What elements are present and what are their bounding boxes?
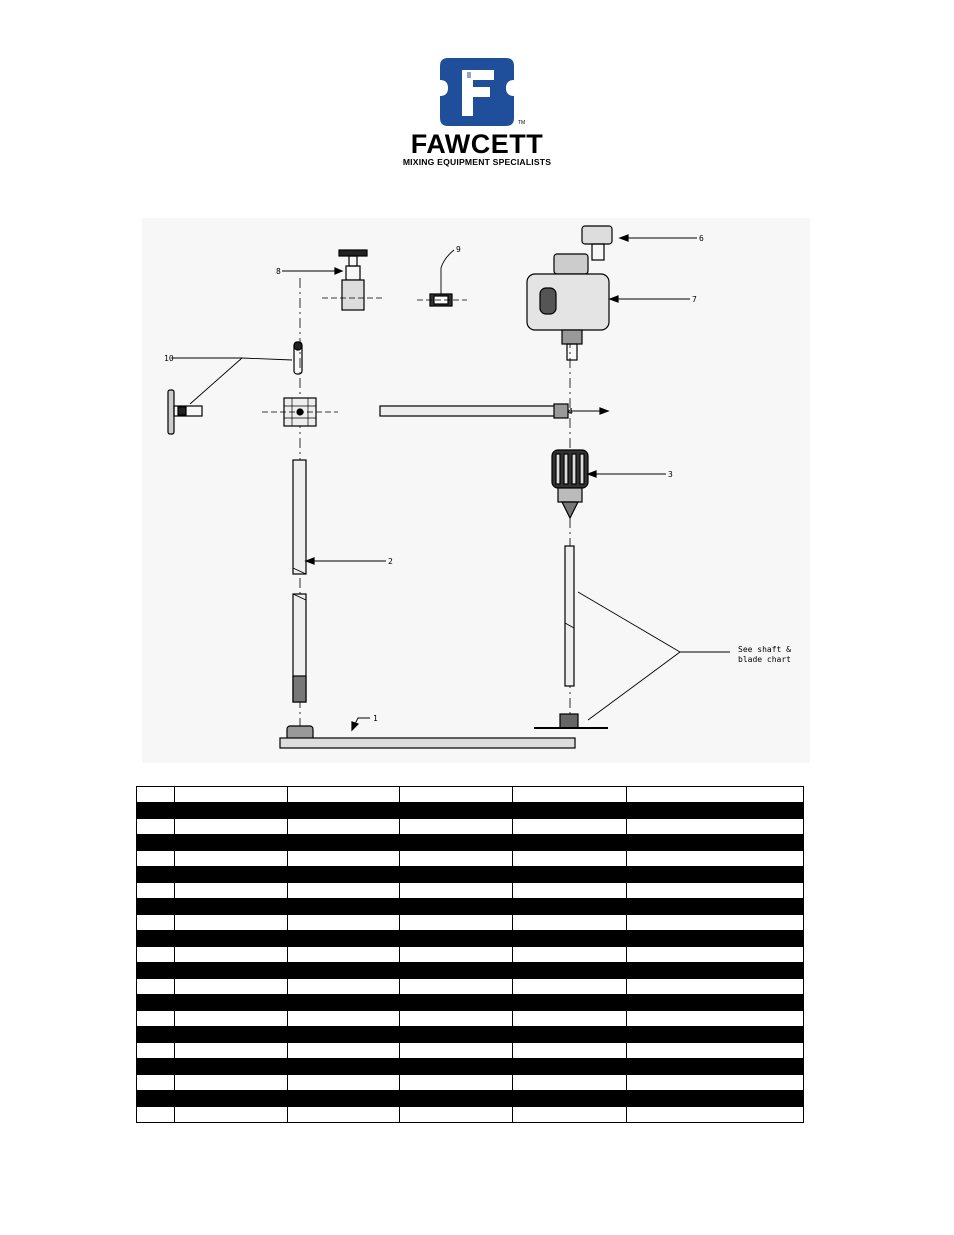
table-cell bbox=[175, 803, 288, 819]
table-row bbox=[137, 1011, 804, 1027]
table-row bbox=[137, 851, 804, 867]
table-cell bbox=[137, 1027, 175, 1043]
table-cell bbox=[175, 979, 288, 995]
table-cell bbox=[400, 819, 513, 835]
table-cell bbox=[627, 883, 804, 899]
table-cell bbox=[175, 947, 288, 963]
callout-8: 8 bbox=[276, 267, 281, 276]
table-row bbox=[137, 883, 804, 899]
table-cell bbox=[400, 915, 513, 931]
table-cell bbox=[175, 899, 288, 915]
table-cell bbox=[288, 915, 400, 931]
table-cell bbox=[627, 1043, 804, 1059]
table-cell bbox=[627, 819, 804, 835]
table-cell bbox=[137, 851, 175, 867]
table-cell bbox=[137, 979, 175, 995]
table-cell bbox=[288, 1043, 400, 1059]
table-cell bbox=[513, 787, 627, 803]
table-cell bbox=[175, 835, 288, 851]
table-cell bbox=[288, 1091, 400, 1107]
table-cell bbox=[288, 931, 400, 947]
table-cell bbox=[175, 1027, 288, 1043]
table-cell bbox=[288, 1107, 400, 1123]
table-cell bbox=[627, 867, 804, 883]
table-cell bbox=[513, 1043, 627, 1059]
table-cell bbox=[513, 1107, 627, 1123]
trademark-label: TM bbox=[518, 120, 526, 126]
table-cell bbox=[137, 883, 175, 899]
table-row bbox=[137, 931, 804, 947]
table-cell bbox=[137, 931, 175, 947]
table-cell bbox=[400, 867, 513, 883]
table-cell bbox=[137, 947, 175, 963]
table-cell bbox=[175, 1075, 288, 1091]
logo-mark-icon bbox=[388, 56, 566, 128]
table-cell bbox=[137, 1059, 175, 1075]
table-cell bbox=[627, 1011, 804, 1027]
table-cell bbox=[137, 1011, 175, 1027]
table-cell bbox=[513, 803, 627, 819]
table-row bbox=[137, 1075, 804, 1091]
table-cell bbox=[513, 947, 627, 963]
table-cell bbox=[288, 1011, 400, 1027]
table-cell bbox=[175, 819, 288, 835]
table-cell bbox=[627, 787, 804, 803]
table-row bbox=[137, 1027, 804, 1043]
table-cell bbox=[175, 867, 288, 883]
table-row bbox=[137, 947, 804, 963]
table-cell bbox=[627, 851, 804, 867]
table-cell bbox=[288, 995, 400, 1011]
table-cell bbox=[513, 995, 627, 1011]
table-cell bbox=[137, 963, 175, 979]
table-cell bbox=[400, 947, 513, 963]
table-cell bbox=[627, 1075, 804, 1091]
table-cell bbox=[400, 979, 513, 995]
shaft-blade-note-line1: See shaft & bbox=[738, 645, 791, 654]
table-cell bbox=[627, 1091, 804, 1107]
table-cell bbox=[627, 979, 804, 995]
table-row bbox=[137, 819, 804, 835]
table-cell bbox=[137, 803, 175, 819]
table-row bbox=[137, 1043, 804, 1059]
table-cell bbox=[627, 899, 804, 915]
table-cell bbox=[513, 835, 627, 851]
table-cell bbox=[288, 947, 400, 963]
callout-9: 9 bbox=[456, 245, 461, 254]
table-cell bbox=[400, 883, 513, 899]
callout-6: 6 bbox=[699, 234, 704, 243]
table-cell bbox=[400, 851, 513, 867]
table-cell bbox=[513, 1027, 627, 1043]
table-row bbox=[137, 787, 804, 803]
table-cell bbox=[627, 1027, 804, 1043]
table-cell bbox=[513, 867, 627, 883]
table-cell bbox=[627, 995, 804, 1011]
table-cell bbox=[175, 1091, 288, 1107]
table-cell bbox=[288, 1075, 400, 1091]
table-row bbox=[137, 915, 804, 931]
table-cell bbox=[513, 819, 627, 835]
table-cell bbox=[175, 915, 288, 931]
table-cell bbox=[513, 851, 627, 867]
table-cell bbox=[513, 931, 627, 947]
table-cell bbox=[513, 899, 627, 915]
table-cell bbox=[400, 1027, 513, 1043]
callout-7: 7 bbox=[692, 295, 697, 304]
table-cell bbox=[513, 1059, 627, 1075]
table-cell bbox=[627, 963, 804, 979]
table-cell bbox=[175, 1059, 288, 1075]
parts-table bbox=[136, 786, 804, 1123]
table-cell bbox=[175, 1107, 288, 1123]
table-cell bbox=[513, 1091, 627, 1107]
table-cell bbox=[513, 883, 627, 899]
table-cell bbox=[400, 931, 513, 947]
table-cell bbox=[400, 803, 513, 819]
table-cell bbox=[400, 1107, 513, 1123]
callout-3: 3 bbox=[668, 470, 673, 479]
table-cell bbox=[400, 1059, 513, 1075]
shaft-blade-note-line2: blade chart bbox=[738, 655, 791, 664]
table-cell bbox=[175, 1011, 288, 1027]
table-cell bbox=[513, 1075, 627, 1091]
table-cell bbox=[175, 995, 288, 1011]
table-cell bbox=[513, 979, 627, 995]
table-cell bbox=[400, 1043, 513, 1059]
table-cell bbox=[400, 1011, 513, 1027]
table-cell bbox=[288, 867, 400, 883]
table-cell bbox=[288, 883, 400, 899]
table-row bbox=[137, 867, 804, 883]
exploded-parts-diagram bbox=[142, 218, 810, 763]
fawcett-logo bbox=[388, 56, 566, 168]
table-cell bbox=[288, 899, 400, 915]
table-row bbox=[137, 835, 804, 851]
table-cell bbox=[137, 1075, 175, 1091]
table-cell bbox=[137, 867, 175, 883]
table-row bbox=[137, 1107, 804, 1123]
callout-1: 1 bbox=[373, 714, 378, 723]
table-cell bbox=[137, 819, 175, 835]
table-cell bbox=[137, 787, 175, 803]
table-cell bbox=[627, 1107, 804, 1123]
table-cell bbox=[513, 1011, 627, 1027]
table-cell bbox=[137, 1107, 175, 1123]
table-cell bbox=[627, 931, 804, 947]
table-cell bbox=[400, 1075, 513, 1091]
table-cell bbox=[175, 963, 288, 979]
table-row bbox=[137, 1091, 804, 1107]
callout-2: 2 bbox=[388, 557, 393, 566]
table-cell bbox=[288, 979, 400, 995]
table-row bbox=[137, 1059, 804, 1075]
table-row bbox=[137, 899, 804, 915]
table-cell bbox=[175, 787, 288, 803]
table-row bbox=[137, 803, 804, 819]
table-cell bbox=[627, 947, 804, 963]
table-cell bbox=[400, 899, 513, 915]
table-cell bbox=[137, 1043, 175, 1059]
table-cell bbox=[137, 915, 175, 931]
table-cell bbox=[137, 899, 175, 915]
callout-4: 4 bbox=[568, 407, 573, 416]
table-cell bbox=[137, 835, 175, 851]
table-cell bbox=[400, 963, 513, 979]
brand-name: FAWCETT bbox=[410, 129, 544, 159]
parts-table-body bbox=[137, 787, 804, 1123]
table-cell bbox=[288, 1027, 400, 1043]
table-row bbox=[137, 979, 804, 995]
table-cell bbox=[137, 995, 175, 1011]
table-cell bbox=[288, 1059, 400, 1075]
table-cell bbox=[288, 819, 400, 835]
table-cell bbox=[400, 835, 513, 851]
table-cell bbox=[400, 995, 513, 1011]
table-cell bbox=[627, 835, 804, 851]
table-cell bbox=[400, 787, 513, 803]
table-cell bbox=[137, 1091, 175, 1107]
table-cell bbox=[175, 883, 288, 899]
table-cell bbox=[627, 803, 804, 819]
table-cell bbox=[513, 963, 627, 979]
brand-tagline: MIXING EQUIPMENT SPECIALISTS bbox=[402, 157, 552, 167]
table-cell bbox=[288, 835, 400, 851]
table-row bbox=[137, 963, 804, 979]
table-row bbox=[137, 995, 804, 1011]
table-cell bbox=[288, 787, 400, 803]
table-cell bbox=[288, 851, 400, 867]
table-cell bbox=[400, 1091, 513, 1107]
table-cell bbox=[627, 915, 804, 931]
table-cell bbox=[175, 851, 288, 867]
table-cell bbox=[175, 1043, 288, 1059]
table-cell bbox=[175, 931, 288, 947]
table-cell bbox=[288, 803, 400, 819]
callout-10: 10 bbox=[164, 354, 174, 363]
table-cell bbox=[627, 1059, 804, 1075]
table-cell bbox=[513, 915, 627, 931]
table-cell bbox=[288, 963, 400, 979]
